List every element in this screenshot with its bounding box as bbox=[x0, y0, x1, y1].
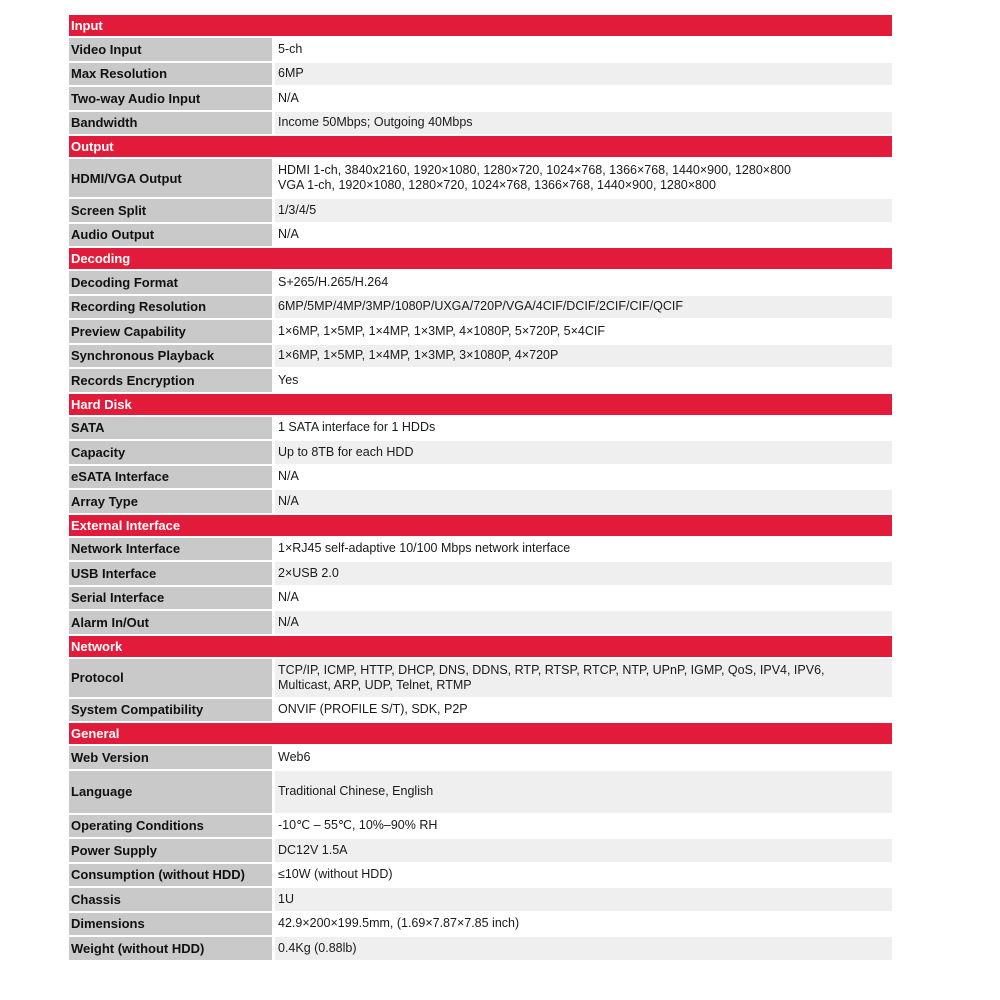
spec-row-screen-split bbox=[69, 199, 892, 222]
section-header-output: Output bbox=[69, 136, 892, 157]
spec-value bbox=[275, 562, 892, 585]
spec-label: Preview Capability bbox=[69, 320, 272, 343]
spec-row-usb-interface bbox=[69, 562, 892, 585]
spec-value-line: 0.4Kg (0.88lb) bbox=[278, 940, 357, 955]
spec-label: Array Type bbox=[69, 490, 272, 513]
spec-row-weight-without-hdd bbox=[69, 937, 892, 960]
spec-row-video-input bbox=[69, 38, 892, 61]
spec-table bbox=[69, 15, 892, 962]
spec-label: Audio Output bbox=[69, 224, 272, 247]
spec-label: Alarm In/Out bbox=[69, 611, 272, 634]
spec-value bbox=[275, 38, 892, 61]
spec-value bbox=[275, 490, 892, 513]
spec-row-records-encryption bbox=[69, 369, 892, 392]
spec-row-capacity bbox=[69, 441, 892, 464]
section-header-network: Network bbox=[69, 636, 892, 657]
spec-value bbox=[275, 159, 892, 197]
spec-value-line: N/A bbox=[278, 590, 299, 605]
spec-value-line: 1 SATA interface for 1 HDDs bbox=[278, 420, 436, 435]
spec-row-esata-interface bbox=[69, 466, 892, 489]
spec-row-recording-resolution bbox=[69, 296, 892, 319]
spec-value-line: VGA 1-ch, 1920×1080, 1280×720, 1024×768, 1366×768, 1440×900, 1280×800 bbox=[278, 178, 716, 192]
spec-label: Operating Conditions bbox=[69, 815, 272, 838]
spec-value-line: N/A bbox=[278, 469, 299, 484]
spec-value-line: DC12V 1.5A bbox=[278, 842, 348, 857]
spec-value-line: Traditional Chinese, English bbox=[278, 784, 434, 798]
spec-value-line: HDMI 1-ch, 3840x2160, 1920×1080, 1280×720, 1024×768, 1366×768, 1440×900, 1280×800 bbox=[278, 163, 791, 177]
spec-value bbox=[275, 369, 892, 392]
spec-label: Bandwidth bbox=[69, 112, 272, 135]
spec-value-line: 1/3/4/5 bbox=[278, 202, 317, 217]
spec-row-web-version bbox=[69, 746, 892, 769]
spec-value bbox=[275, 466, 892, 489]
section-header-input: Input bbox=[69, 15, 892, 36]
spec-row-preview-capability bbox=[69, 320, 892, 343]
spec-label: Network Interface bbox=[69, 538, 272, 561]
spec-value bbox=[275, 815, 892, 838]
spec-row-operating-conditions bbox=[69, 815, 892, 838]
spec-value-line: N/A bbox=[278, 90, 299, 105]
spec-value bbox=[275, 771, 892, 813]
spec-label: Serial Interface bbox=[69, 587, 272, 610]
spec-label: Screen Split bbox=[69, 199, 272, 222]
spec-row-system-compatibility bbox=[69, 699, 892, 722]
spec-label: Web Version bbox=[69, 746, 272, 769]
spec-value bbox=[275, 699, 892, 722]
spec-row-max-resolution bbox=[69, 63, 892, 86]
spec-label: USB Interface bbox=[69, 562, 272, 585]
spec-value-line: Multicast, ARP, UDP, Telnet, RTMP bbox=[278, 677, 472, 692]
spec-label: Capacity bbox=[69, 441, 272, 464]
spec-row-bandwidth bbox=[69, 112, 892, 135]
spec-label: Records Encryption bbox=[69, 369, 272, 392]
spec-value-line: N/A bbox=[278, 614, 299, 629]
spec-value-line: TCP/IP, ICMP, HTTP, DHCP, DNS, DDNS, RTP, RTSP, RTCP, NTP, UPnP, IGMP, QoS, IPV4, IPV6, bbox=[278, 662, 825, 677]
section-header-general: General bbox=[69, 723, 892, 744]
spec-row-hdmi-vga-output bbox=[69, 159, 892, 197]
spec-value-line: Web6 bbox=[278, 749, 311, 764]
spec-value-line: 1×6MP, 1×5MP, 1×4MP, 1×3MP, 3×1080P, 4×720P bbox=[278, 348, 559, 363]
spec-label: Two-way Audio Input bbox=[69, 87, 272, 110]
spec-row-consumption-without-hdd bbox=[69, 864, 892, 887]
spec-value bbox=[275, 839, 892, 862]
spec-value bbox=[275, 864, 892, 887]
spec-value bbox=[275, 587, 892, 610]
spec-value bbox=[275, 913, 892, 936]
spec-value-line: 5-ch bbox=[278, 41, 303, 56]
spec-row-synchronous-playback bbox=[69, 345, 892, 368]
spec-label: SATA bbox=[69, 417, 272, 440]
spec-row-language bbox=[69, 771, 892, 813]
spec-value-line: ≤10W (without HDD) bbox=[278, 867, 393, 882]
spec-value bbox=[275, 87, 892, 110]
spec-value-line: 1U bbox=[278, 891, 294, 906]
spec-row-protocol bbox=[69, 659, 892, 697]
spec-row-two-way-audio-input bbox=[69, 87, 892, 110]
spec-value-line: -10℃ – 55℃, 10%–90% RH bbox=[278, 818, 438, 833]
spec-label: Weight (without HDD) bbox=[69, 937, 272, 960]
spec-label: Decoding Format bbox=[69, 271, 272, 294]
spec-label: eSATA Interface bbox=[69, 466, 272, 489]
spec-row-dimensions bbox=[69, 913, 892, 936]
spec-label: System Compatibility bbox=[69, 699, 272, 722]
spec-value bbox=[275, 611, 892, 634]
spec-value-line: 1×RJ45 self-adaptive 10/100 Mbps network interface bbox=[278, 541, 571, 556]
spec-label: Protocol bbox=[69, 659, 272, 697]
spec-value bbox=[275, 224, 892, 247]
spec-value-line: S+265/H.265/H.264 bbox=[278, 274, 389, 289]
spec-value-line: Yes bbox=[278, 372, 299, 387]
spec-value bbox=[275, 888, 892, 911]
spec-value-line: 6MP/5MP/4MP/3MP/1080P/UXGA/720P/VGA/4CIF/DCIF/2CIF/CIF/QCIF bbox=[278, 299, 683, 314]
spec-value bbox=[275, 63, 892, 86]
spec-value-line: 1×6MP, 1×5MP, 1×4MP, 1×3MP, 4×1080P, 5×720P, 5×4CIF bbox=[278, 323, 606, 338]
spec-value-line: N/A bbox=[278, 493, 299, 508]
spec-label: Consumption (without HDD) bbox=[69, 864, 272, 887]
section-header-decoding: Decoding bbox=[69, 248, 892, 269]
spec-label: Max Resolution bbox=[69, 63, 272, 86]
spec-value bbox=[275, 441, 892, 464]
spec-value-line: 6MP bbox=[278, 66, 304, 81]
spec-value-line: Up to 8TB for each HDD bbox=[278, 444, 414, 459]
spec-row-network-interface bbox=[69, 538, 892, 561]
spec-row-array-type bbox=[69, 490, 892, 513]
spec-value bbox=[275, 746, 892, 769]
spec-value bbox=[275, 937, 892, 960]
spec-label: Power Supply bbox=[69, 839, 272, 862]
spec-label: Chassis bbox=[69, 888, 272, 911]
spec-row-decoding-format bbox=[69, 271, 892, 294]
spec-value bbox=[275, 271, 892, 294]
spec-row-sata bbox=[69, 417, 892, 440]
spec-value-line: 2×USB 2.0 bbox=[278, 565, 339, 580]
spec-value bbox=[275, 345, 892, 368]
spec-value-line: N/A bbox=[278, 227, 299, 242]
spec-value bbox=[275, 296, 892, 319]
spec-row-audio-output bbox=[69, 224, 892, 247]
spec-value bbox=[275, 199, 892, 222]
spec-label: Recording Resolution bbox=[69, 296, 272, 319]
spec-value bbox=[275, 659, 892, 697]
section-header-external-interface: External Interface bbox=[69, 515, 892, 536]
spec-value bbox=[275, 538, 892, 561]
spec-value-line: ONVIF (PROFILE S/T), SDK, P2P bbox=[278, 702, 468, 717]
spec-label: Language bbox=[69, 771, 272, 813]
spec-row-power-supply bbox=[69, 839, 892, 862]
spec-label: Dimensions bbox=[69, 913, 272, 936]
spec-row-serial-interface bbox=[69, 587, 892, 610]
spec-label: Synchronous Playback bbox=[69, 345, 272, 368]
spec-value bbox=[275, 417, 892, 440]
spec-value-line: 42.9×200×199.5mm, (1.69×7.87×7.85 inch) bbox=[278, 916, 520, 931]
spec-label: HDMI/VGA Output bbox=[69, 159, 272, 197]
spec-row-chassis bbox=[69, 888, 892, 911]
section-header-hard-disk: Hard Disk bbox=[69, 394, 892, 415]
spec-value-line: Income 50Mbps; Outgoing 40Mbps bbox=[278, 115, 473, 130]
spec-row-alarm-in-out bbox=[69, 611, 892, 634]
spec-label: Video Input bbox=[69, 38, 272, 61]
spec-value bbox=[275, 320, 892, 343]
spec-value bbox=[275, 112, 892, 135]
